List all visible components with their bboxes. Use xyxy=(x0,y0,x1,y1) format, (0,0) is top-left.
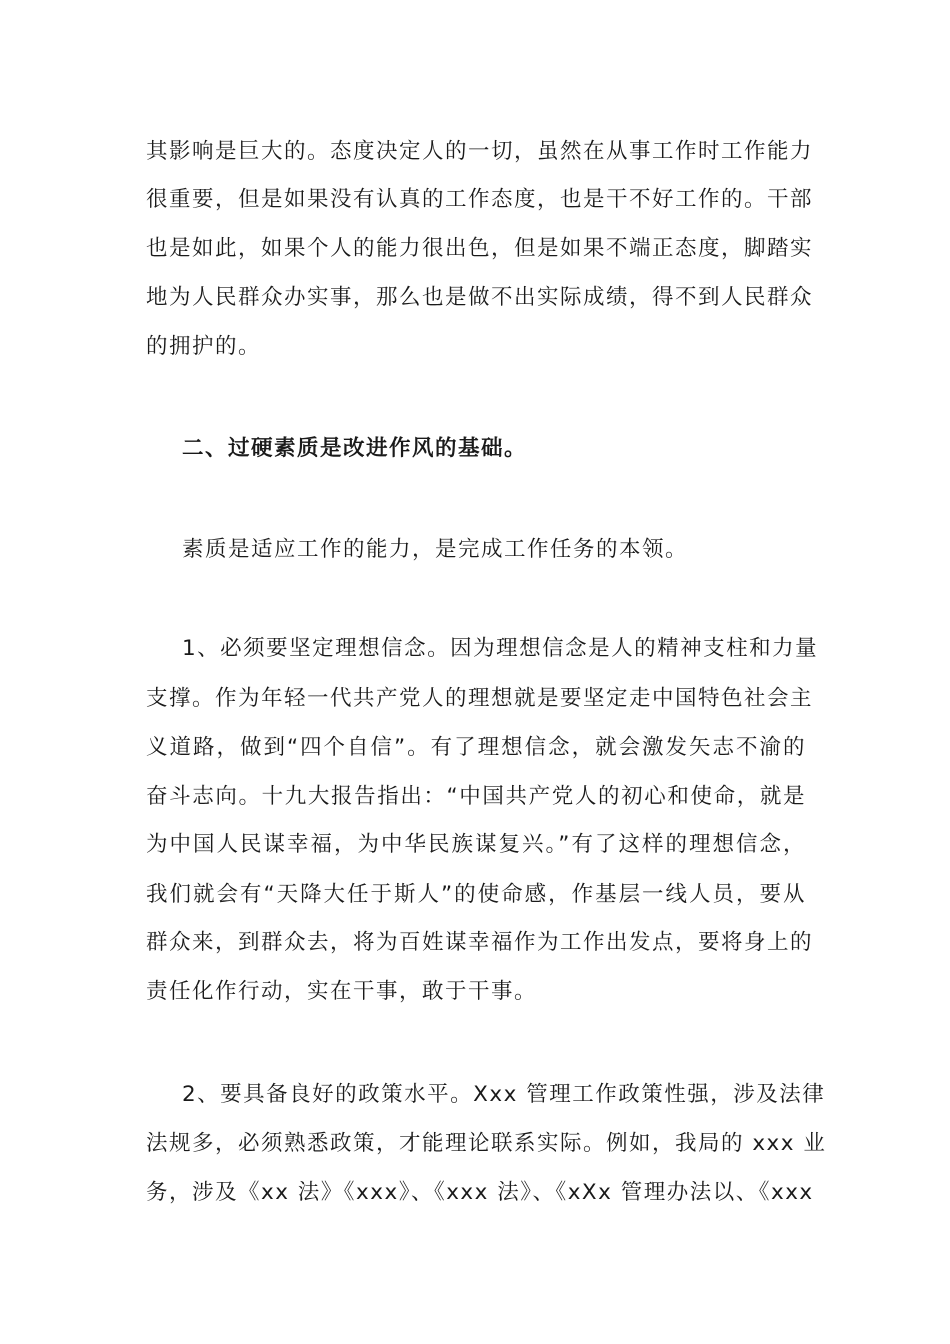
paragraph-line: 素质是适应工作的能力，是完成工作任务的本领。 xyxy=(182,537,689,562)
paragraph-line: 务，涉及《xx 法》《xxx》、《xxx 法》、《xXx 管理办法以、《xxx xyxy=(146,1180,814,1205)
paragraph-line: 支撑。作为年轻一代共产党人的理想就是要坚定走中国特色社会主 xyxy=(146,686,814,711)
paragraph-line: 责任化作行动，实在干事，敢于干事。 xyxy=(146,979,538,1004)
paragraph-line: 我们就会有“天降大任于斯人”的使命感，作基层一线人员，要从 xyxy=(146,882,806,907)
paragraph-line: 群众来，到群众去，将为百姓谋幸福作为工作出发点，要将身上的 xyxy=(146,930,814,955)
paragraph-line: 也是如此，如果个人的能力很出色，但是如果不端正态度，脚踏实 xyxy=(146,236,814,261)
paragraph-line: 法规多，必须熟悉政策，才能理论联系实际。例如，我局的 xxx 业 xyxy=(146,1131,827,1156)
paragraph-line: 其影响是巨大的。态度决定人的一切，虽然在从事工作时工作能力 xyxy=(146,139,814,164)
paragraph-line: 义道路，做到“四个自信”。有了理想信念，就会激发矢志不渝的 xyxy=(146,735,806,760)
section-heading: 二、过硬素质是改进作风的基础。 xyxy=(182,436,528,461)
paragraph-line: 1、必须要坚定理想信念。因为理想信念是人的精神支柱和力量 xyxy=(182,636,819,661)
paragraph-line: 地为人民群众办实事，那么也是做不出实际成绩，得不到人民群众 xyxy=(146,285,814,310)
paragraph-line: 的拥护的。 xyxy=(146,334,262,359)
paragraph-line: 2、要具备良好的政策水平。Xxx 管理工作政策性强，涉及法律 xyxy=(182,1082,826,1107)
paragraph-line: 很重要，但是如果没有认真的工作态度，也是干不好工作的。干部 xyxy=(146,187,814,212)
paragraph-line: 奋斗志向。十九大报告指出：“中国共产党人的初心和使命，就是 xyxy=(146,784,806,809)
paragraph-line: 为中国人民谋幸福，为中华民族谋复兴。”有了这样的理想信念， xyxy=(146,832,806,857)
